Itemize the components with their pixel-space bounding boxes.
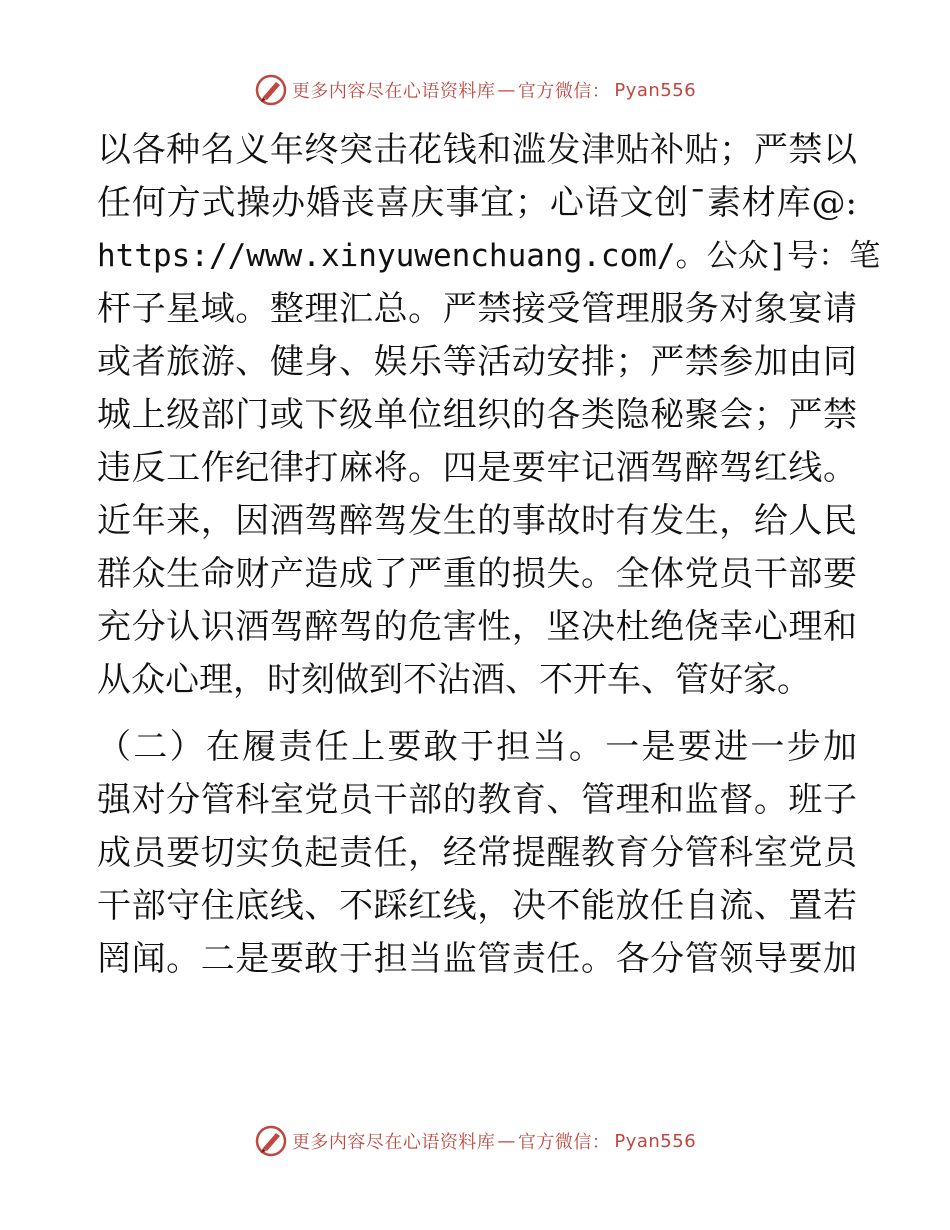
text-line: 任何方式操办婚丧喜庆事宜；心语文创¯素材库@: — [97, 183, 857, 223]
text-line: 强对分管科室党员干部的教育、管理和监督。班子 — [97, 780, 857, 820]
pen-logo-icon — [254, 73, 288, 107]
text-line: （二）在履责任上要敢于担当。一是要进一步加 — [97, 727, 857, 767]
footer-banner — [0, 1121, 950, 1161]
pen-logo-icon — [254, 1124, 288, 1158]
text-line: 罔闻。二是要敢于担当监管责任。各分管领导要加 — [97, 939, 857, 979]
text-line: 群众生命财产造成了严重的损失。全体党员干部要 — [97, 554, 857, 594]
header-banner — [0, 70, 950, 110]
text-line: 违反工作纪律打麻将。四是要牢记酒驾醉驾红线。 — [97, 448, 857, 488]
text-line: 以各种名义年终突击花钱和滥发津贴补贴；严禁以 — [97, 130, 857, 170]
text-line: 近年来，因酒驾醉驾发生的事故时有发生，给人民 — [97, 501, 857, 541]
text-line: 城上级部门或下级单位组织的各类隐秘聚会；严禁 — [97, 395, 857, 435]
text-line: 成员要切实负起责任，经常提醒教育分管科室党员 — [97, 833, 857, 873]
text-line: https://www.xinyuwenchuang.com/。公众]号：笔 — [97, 238, 881, 274]
text-line: 充分认识酒驾醉驾的危害性，坚决杜绝侥幸心理和 — [97, 607, 857, 647]
banner-wechat-label: 官方微信： — [517, 81, 611, 102]
banner-wechat-id: Pyan556 — [614, 1130, 697, 1152]
text-line: 从众心理，时刻做到不沾酒、不开车、管好家。 — [97, 660, 811, 700]
banner-main-text: 更多内容尽在心语资料库 — [291, 1132, 496, 1153]
paragraph-gap — [97, 707, 857, 721]
text-line: 杆子星域。整理汇总。严禁接受管理服务对象宴请 — [97, 289, 857, 329]
banner-wechat-id: Pyan556 — [614, 79, 697, 101]
banner-separator: — — [497, 1130, 516, 1152]
banner-wechat-label: 官方微信： — [517, 1132, 611, 1153]
text-line: 干部守住底线、不踩红线，决不能放任自流、置若 — [97, 886, 857, 926]
banner-main-text: 更多内容尽在心语资料库 — [291, 81, 496, 102]
document-body — [97, 124, 881, 986]
text-line: 或者旅游、健身、娱乐等活动安排；严禁参加由同 — [97, 342, 857, 382]
banner-separator: — — [497, 79, 516, 101]
